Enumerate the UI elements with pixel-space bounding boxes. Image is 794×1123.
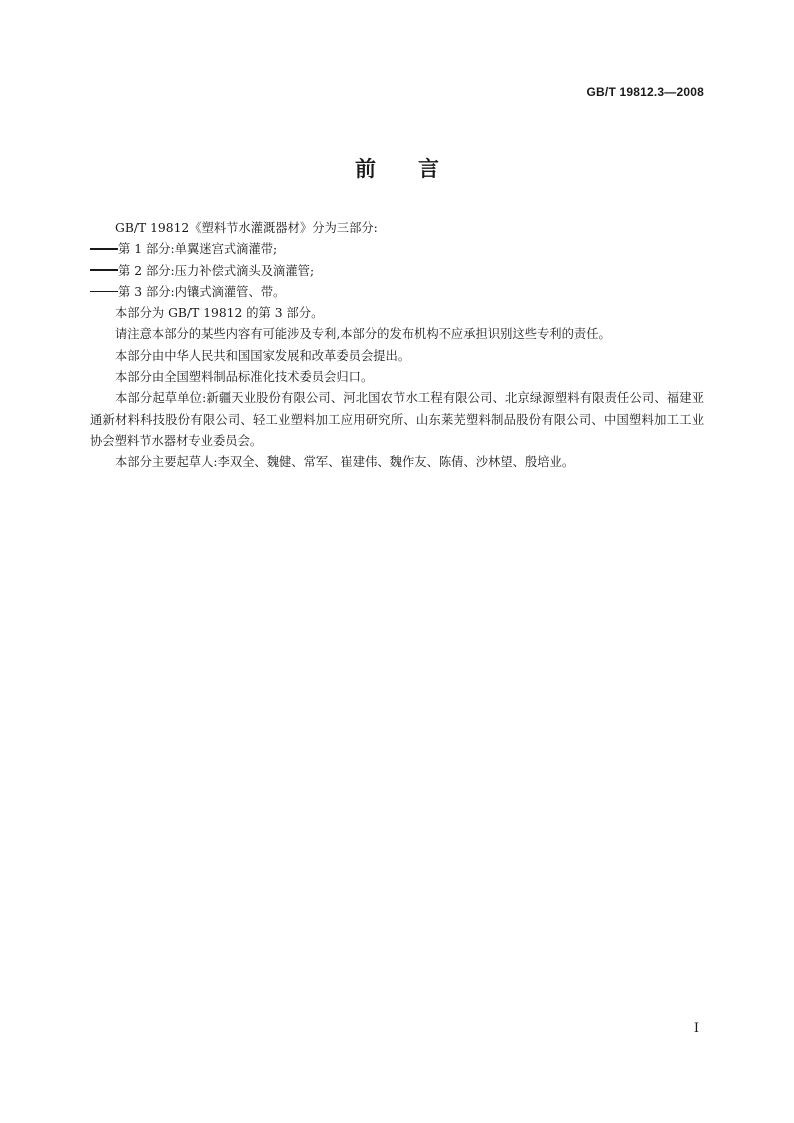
dash-mark: [90, 269, 118, 271]
list-item-text: 第 2 部分:压力补偿式滴头及滴灌管;: [118, 263, 315, 278]
page-number: I: [693, 1021, 699, 1036]
list-item-text: 第 3 部分:内镶式滴灌管、带。: [118, 284, 286, 299]
paragraph-patent-notice: 请注意本部分的某些内容有可能涉及专利,本部分的发布机构不应承担识别这些专利的责任。: [115, 327, 611, 342]
paragraph-committee: 本部分由全国塑料制品标准化技术委员会归口。: [115, 370, 374, 385]
paragraph-proposer: 本部分由中华人民共和国国家发展和改革委员会提出。: [115, 348, 411, 363]
paragraph-drafters: 本部分主要起草人:李双全、魏健、常军、崔建伟、魏作友、陈倩、沙林望、殷培业。: [115, 455, 575, 470]
list-item-text: 第 1 部分:单翼迷宫式滴灌带;: [118, 242, 278, 257]
paragraph-intro: GB/T 19812《塑料节水灌溉器材》分为三部分:: [115, 221, 378, 235]
paragraph-part-statement: 本部分为 GB/T 19812 的第 3 部分。: [115, 306, 324, 321]
preface-body: [90, 218, 704, 474]
page-title: [0, 153, 794, 183]
title-char-2: 言: [418, 157, 439, 181]
list-item-part-3: [90, 282, 704, 303]
dash-mark: [90, 291, 118, 293]
list-item-part-2: [90, 261, 704, 282]
paragraph-drafting-units: 本部分起草单位:新疆天业股份有限公司、河北国农节水工程有限公司、北京绿源塑料有限责任公司、福建亚通新材料科技股份有限公司、轻工业塑料加工应用研究所、山东莱芜塑料制品股份有限公司、中国塑料加工工业协会塑料节水器材专业委员会。: [90, 391, 704, 448]
list-item-part-1: [90, 239, 704, 260]
standard-code: GB/T 19812.3—2008: [586, 85, 704, 99]
title-char-1: 前: [355, 157, 376, 181]
dash-mark: [90, 248, 118, 250]
